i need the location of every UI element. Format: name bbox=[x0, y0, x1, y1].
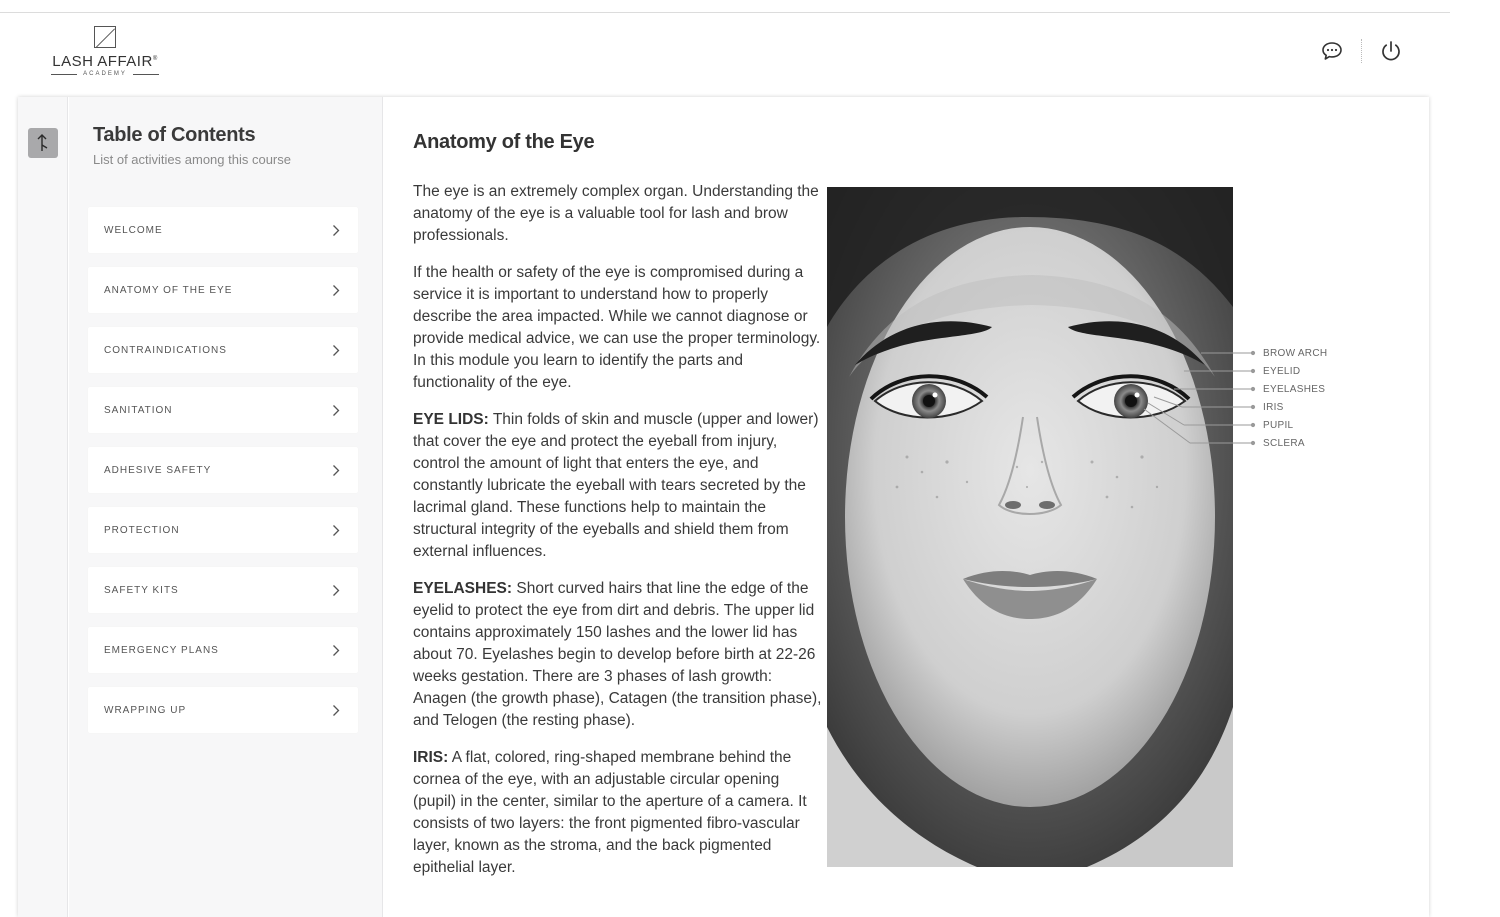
course-panel bbox=[18, 97, 1429, 917]
toc-subtitle: List of activities among this course bbox=[93, 152, 291, 167]
toc-item-label: SANITATION bbox=[104, 404, 173, 416]
lesson-content bbox=[384, 97, 1429, 917]
header-divider bbox=[1361, 39, 1362, 63]
toc-item-emergency-plans[interactable] bbox=[88, 627, 358, 673]
label-eyelashes: EYELASHES bbox=[1263, 384, 1326, 395]
toc-item-sanitation[interactable] bbox=[88, 387, 358, 433]
toc-item-adhesive-safety[interactable] bbox=[88, 447, 358, 493]
paragraph-safety: If the health or safety of the eye is compromised during a service it is important to understand how to properly describe the area impacted. While we cannot diagnose or provide medical advice, we can use the proper terminology. In this module you learn to identify the parts and functionality of the eye. bbox=[413, 264, 821, 391]
toc-item-safety-kits[interactable] bbox=[88, 567, 358, 613]
label-sclera: SCLERA bbox=[1263, 438, 1305, 449]
toc-title: Table of Contents bbox=[93, 124, 256, 146]
paragraph-intro: The eye is an extremely complex organ. Understanding the anatomy of the eye is a valuable tool for lash and brow professionals. bbox=[413, 183, 819, 244]
brand-logo[interactable] bbox=[46, 26, 164, 78]
label-pupil: PUPIL bbox=[1263, 420, 1294, 431]
toc-item-label: WELCOME bbox=[104, 224, 163, 236]
toc-item-label: SAFETY KITS bbox=[104, 584, 179, 596]
table-of-contents bbox=[69, 97, 383, 917]
brand-registered: ® bbox=[152, 56, 158, 62]
toc-item-contraindications[interactable] bbox=[88, 327, 358, 373]
toc-item-welcome[interactable] bbox=[88, 207, 358, 253]
left-rail bbox=[18, 97, 68, 917]
label-iris: IRIS bbox=[1263, 402, 1284, 413]
brand-name: LASH AFFAIR bbox=[52, 53, 153, 70]
term-iris: IRIS: bbox=[413, 749, 449, 766]
toc-item-wrapping-up[interactable] bbox=[88, 687, 358, 733]
power-icon bbox=[1380, 40, 1402, 62]
toc-item-label: WRAPPING UP bbox=[104, 704, 187, 716]
chevron-right-icon bbox=[330, 283, 342, 297]
toc-item-protection[interactable] bbox=[88, 507, 358, 553]
toc-item-label: CONTRAINDICATIONS bbox=[104, 344, 227, 356]
chevron-right-icon bbox=[330, 523, 342, 537]
chevron-right-icon bbox=[330, 403, 342, 417]
toc-item-anatomy-of-the-eye[interactable] bbox=[88, 267, 358, 313]
page-title: Anatomy of the Eye bbox=[413, 131, 595, 153]
chat-bubble-icon bbox=[1321, 41, 1343, 61]
chevron-right-icon bbox=[330, 703, 342, 717]
toc-item-label: ADHESIVE SAFETY bbox=[104, 464, 212, 476]
paragraph-iris: IRIS: A flat, colored, ring-shaped membrane behind the cornea of the eye, with an adjustable circular opening (pupil) in the center, similar to the aperture of a camera. It consists of two layers: the front pigmented fibro-vascular layer, known as the stroma, and the back pigmented epithelial layer. bbox=[413, 749, 807, 876]
toc-item-label: PROTECTION bbox=[104, 524, 180, 536]
chat-button[interactable] bbox=[1319, 38, 1345, 64]
header-actions bbox=[1319, 38, 1404, 64]
toc-list bbox=[88, 207, 358, 747]
toc-item-label: ANATOMY OF THE EYE bbox=[104, 284, 233, 296]
label-eyelid: EYELID bbox=[1263, 366, 1301, 377]
chevron-right-icon bbox=[330, 463, 342, 477]
collapse-toc-button[interactable] bbox=[28, 128, 58, 158]
collapse-arrow-icon bbox=[34, 132, 52, 154]
logout-button[interactable] bbox=[1378, 38, 1404, 64]
chevron-right-icon bbox=[330, 583, 342, 597]
toc-item-label: EMERGENCY PLANS bbox=[104, 644, 219, 656]
term-eyelashes: EYELASHES: bbox=[413, 580, 513, 597]
chevron-right-icon bbox=[330, 223, 342, 237]
logo-mark-icon bbox=[94, 26, 116, 48]
face-photo bbox=[827, 187, 1233, 867]
paragraph-eye-lids: EYE LIDS: Thin folds of skin and muscle (upper and lower) that cover the eye and protect the eyeball from injury, control the amount of light that enters the eye, and constantly lubricate the eyeball with tears secreted by the lacrimal gland. These functions help to maintain the structural integrity of the eyeballs and shield them from external influences. bbox=[413, 411, 819, 560]
label-brow-arch: BROW ARCH bbox=[1263, 348, 1328, 359]
brand-sub: ACADEMY bbox=[83, 71, 127, 77]
term-eye-lids: EYE LIDS: bbox=[413, 411, 489, 428]
chevron-right-icon bbox=[330, 643, 342, 657]
top-divider bbox=[0, 12, 1450, 13]
chevron-right-icon bbox=[330, 343, 342, 357]
lesson-body bbox=[413, 181, 825, 894]
paragraph-eyelashes: EYELASHES: Short curved hairs that line the edge of the eyelid to protect the eye from dirt and debris. The upper lid contains approximately 150 lashes and the lower lid has about 70. Eyelashes begin to develop before birth at 22-26 weeks gestation. There are 3 phases of lash growth: Anagen (the growth phase), Catagen (the transition phase), and Telogen (the resting phase). bbox=[413, 580, 822, 729]
